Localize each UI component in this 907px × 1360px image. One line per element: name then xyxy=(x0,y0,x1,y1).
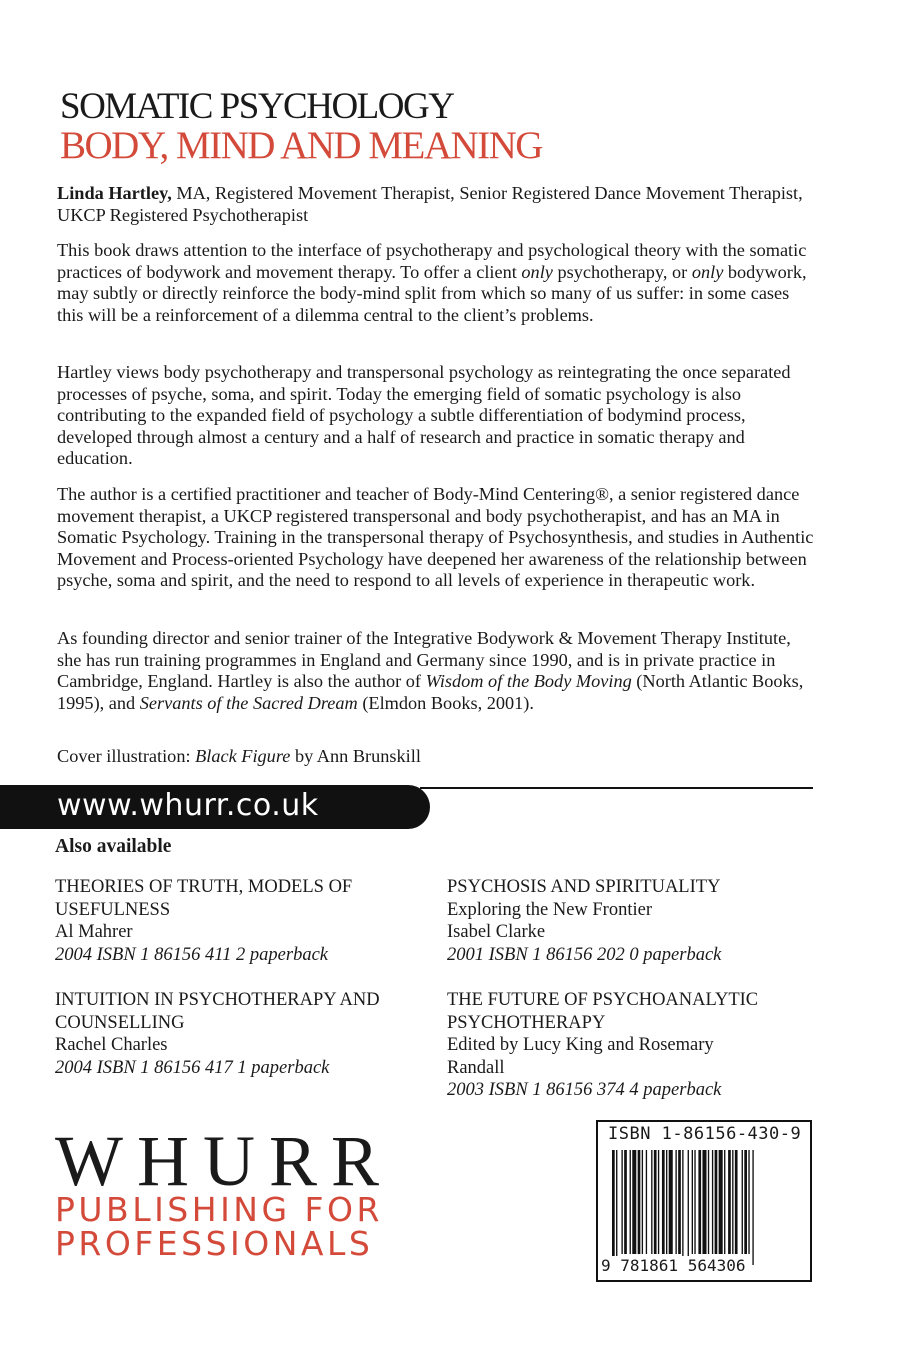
isbn-label: ISBN 1-86156-430-9 xyxy=(608,1124,802,1144)
book-author: Edited by Lucy King and Rosemary xyxy=(447,1035,714,1055)
emphasis: only xyxy=(521,261,553,282)
text-run: bodywork, may subtly or directly reinforce the body-mind split from which so many of us suffer: in some cases this will be a reinforcement of a dilemma central to the client’s problems. xyxy=(57,261,807,325)
barcode-digits: 9 781861 564306 xyxy=(601,1256,746,1275)
book-listing xyxy=(447,876,817,966)
book-title-line: INTUITION IN PSYCHOTHERAPY AND xyxy=(55,990,380,1010)
text-run: Hartley views body psychotherapy and transpersonal psychology as reintegrating the once separated processes of psyche, soma, and spirit. Today the emerging field of somatic psychology is also contributing to the expanded field of psychology a subtle differentiation of bodymind process, developed through almost a century and a half of research and practice in somatic therapy and education. xyxy=(57,362,791,468)
book-listing xyxy=(55,876,425,966)
text-run: (Elmdon Books, 2001). xyxy=(357,692,534,713)
text-run: As founding director and senior trainer of the Integrative Bodywork & Movement Therapy Institute, she has run training programmes in England and Germany since 1990, and is in private practice in Cambridge, England. Hartley is also the author of xyxy=(57,628,791,691)
description-paragraph-4 xyxy=(57,628,817,714)
book-subtitle: Exploring the New Frontier xyxy=(447,899,652,920)
book-author: Al Mahrer xyxy=(55,922,133,942)
text-run: (North Atlantic Books, 1995), and xyxy=(57,671,804,713)
description-paragraph-1 xyxy=(57,240,817,326)
book-reference: Wisdom of the Body Moving xyxy=(425,671,632,691)
author-name: Linda Hartley, xyxy=(57,183,172,203)
book-reference: Servants of the Sacred Dream xyxy=(139,692,358,713)
book-title-line: PSYCHOSIS AND SPIRITUALITY xyxy=(447,877,721,897)
book-author: Randall xyxy=(447,1057,505,1078)
text-run: Cover illustration: xyxy=(57,746,196,766)
website-url[interactable]: www.whurr.co.uk xyxy=(57,788,319,823)
publisher-tagline xyxy=(55,1190,383,1263)
text-run: The author is a certified practitioner and teacher of Body-Mind Centering®, a senior registered dance movement therapist, a UKCP registered transpersonal and body psychotherapist, and has an MA in Somatic Psychology. Training in the transpersonal therapy of Psychosynthesis, and studies in Authentic Movement and Process-oriented Psychology have deepened her awareness of the relationship between psyche, soma and spirit, and the need to respond to all levels of experience in therapeutic work. xyxy=(57,484,814,590)
text-run: by Ann Brunskill xyxy=(290,746,421,766)
book-details: 2003 ISBN 1 86156 374 4 paperback xyxy=(447,1080,722,1100)
book-author: Isabel Clarke xyxy=(447,922,546,942)
artwork-title: Black Figure xyxy=(195,746,291,766)
author-credentials-text: MA, Registered Movement Therapist, Senior Registered Dance Movement Therapist, UKCP Registered Psychotherapist xyxy=(57,183,803,225)
publisher-tagline-line: PUBLISHING FOR xyxy=(55,1190,383,1229)
book-title-line: COUNSELLING xyxy=(55,1012,185,1033)
book-title-line: THEORIES OF TRUTH, MODELS OF xyxy=(55,877,353,897)
book-details: 2001 ISBN 1 86156 202 0 paperback xyxy=(447,944,722,965)
cover-illustration-credit xyxy=(57,746,817,768)
also-available-heading: Also available xyxy=(55,836,172,857)
book-title-line: THE FUTURE OF PSYCHOANALYTIC xyxy=(447,990,759,1010)
book-title-line: USEFULNESS xyxy=(55,899,171,920)
author-credentials xyxy=(57,183,817,226)
book-title: SOMATIC PSYCHOLOGY xyxy=(60,86,454,127)
book-title-line: PSYCHOTHERAPY xyxy=(447,1012,606,1033)
emphasis: only xyxy=(691,261,724,282)
book-listing xyxy=(55,989,425,1079)
text-run: psychotherapy, or xyxy=(552,261,692,282)
book-subtitle: BODY, MIND AND MEANING xyxy=(60,124,542,167)
barcode-icon xyxy=(612,1150,798,1265)
publisher-logo: WHURR xyxy=(55,1121,393,1201)
book-details: 2004 ISBN 1 86156 417 1 paperback xyxy=(55,1057,330,1078)
book-listing xyxy=(447,989,817,1102)
description-paragraph-3 xyxy=(57,484,817,592)
text-run: This book draws attention to the interface of psychotherapy and psychological theory with the somatic practices of bodywork and movement therapy. To offer a client xyxy=(57,240,807,282)
publisher-tagline-line: PROFESSIONALS xyxy=(55,1224,374,1263)
divider-rule xyxy=(420,787,813,789)
book-details: 2004 ISBN 1 86156 411 2 paperback xyxy=(55,944,329,965)
description-paragraph-2 xyxy=(57,362,817,470)
book-author: Rachel Charles xyxy=(55,1035,168,1055)
